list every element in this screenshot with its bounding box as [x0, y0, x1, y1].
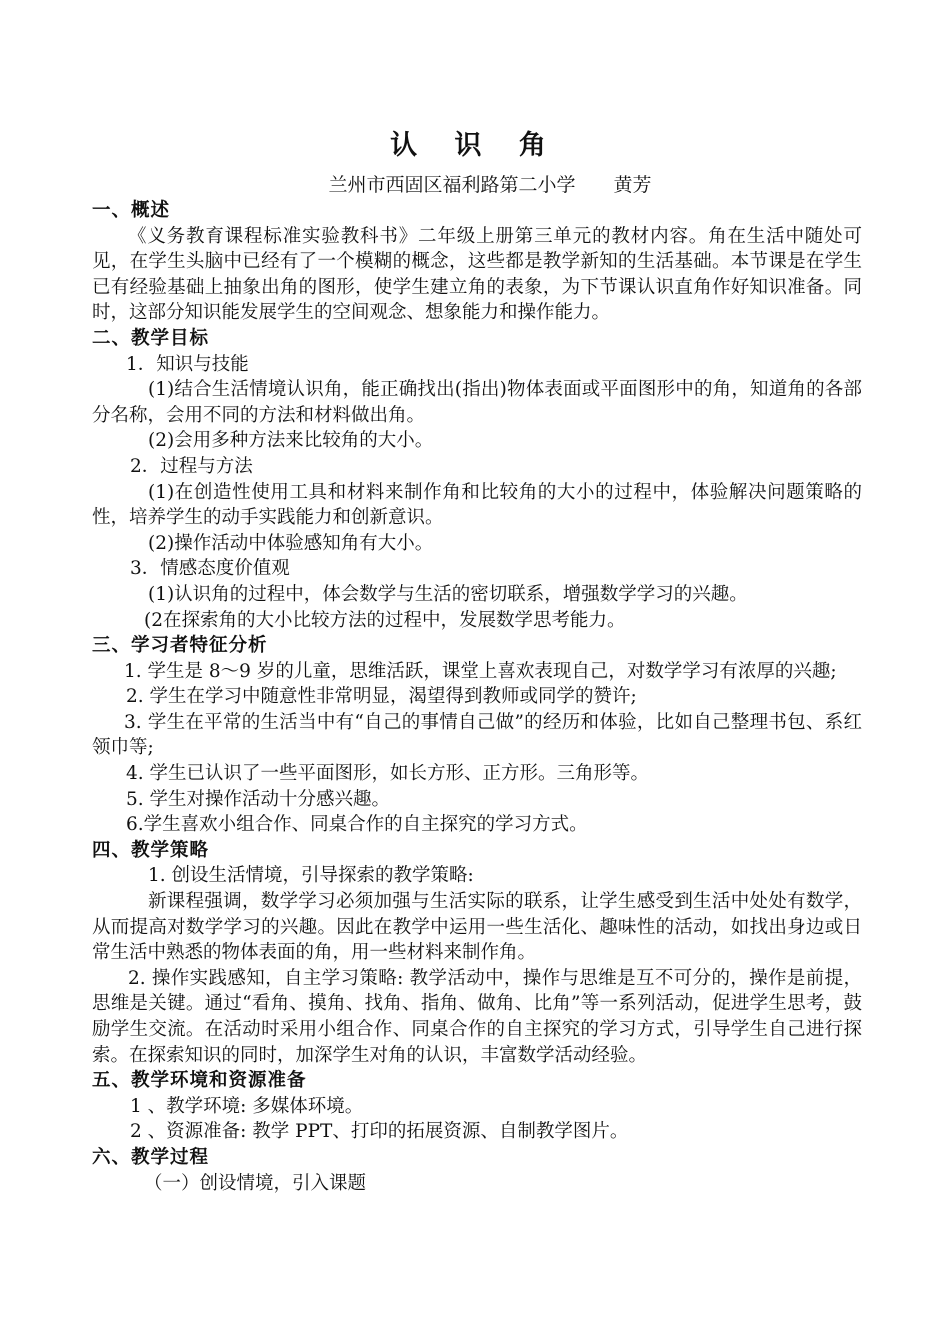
strategy-1-title: 1. 创设生活情境，引导探索的教学策略:: [148, 865, 474, 887]
learner-item-4: 4. 学生已认识了一些平面图形，如长方形、正方形。三角形等。: [126, 763, 650, 785]
section-heading-learners: 三、学习者特征分析: [92, 635, 268, 657]
author-school: 兰州市西固区福利路第二小学: [328, 174, 576, 196]
document-title: 认 识 角: [390, 130, 560, 161]
learner-item-6: 6.学生喜欢小组合作、同桌合作的自主探究的学习方式。: [126, 814, 588, 836]
resource-item-2: 2 、资源准备: 教学 PPT、打印的拓展资源、自制教学图片。: [130, 1121, 629, 1143]
goal-3-title: 3．情感态度价值观: [130, 558, 290, 580]
strategy-1-paragraph: 新课程强调，数学学习必须加强与生活实际的联系，让学生感受到生活中处处有数学，从而提高对数学学习的兴趣。因此在教学中运用一些生活化、趣味性的活动，如找出身边或日常生活中熟悉的物体表面的角，用一些材料来制作角。: [92, 891, 862, 964]
goal-1-item-1: (1)结合生活情境认识角，能正确找出(指出)物体表面或平面图形中的角，知道角的各部分名称，会用不同的方法和材料做出角。: [92, 379, 862, 426]
learner-item-5: 5. 学生对操作活动十分感兴趣。: [126, 788, 391, 810]
process-step-1: （一）创设情境，引入课题: [144, 1172, 367, 1194]
section-heading-resources: 五、教学环境和资源准备: [92, 1070, 307, 1092]
resource-item-1: 1 、教学环境: 多媒体环境。: [130, 1095, 364, 1117]
learner-item-1: 1. 学生是 8～9 岁的儿童，思维活跃，课堂上喜欢表现自己，对数学学习有浓厚的兴趣;: [124, 660, 837, 682]
goal-1-item-2: (2)会用多种方法来比较角的大小。: [148, 430, 434, 452]
goal-3-item-2: (2在探索角的大小比较方法的过程中，发展数学思考能力。: [144, 609, 626, 631]
author-line: [0, 172, 950, 198]
author-name: 黄芳: [613, 174, 652, 196]
goal-1-title: 1．知识与技能: [126, 353, 249, 375]
goal-2-item-1: (1)在创造性使用工具和材料来制作角和比较角的大小的过程中，体验解决问题策略的性，培养学生的动手实践能力和创新意识。: [92, 481, 862, 529]
section-heading-process: 六、教学过程: [92, 1146, 210, 1168]
overview-paragraph: 《义务教育课程标准实验教科书》二年级上册第三单元的教材内容。角在生活中随处可见，在学生头脑中已经有了一个模糊的概念，这些都是教学新知的生活基础。本节课是在学生已有经验基础上抽象出角的图形，使学生建立角的表象，为下节课认识直角作好知识准备。同时，这部分知识能发展学生的空间观念、想象能力和操作能力。: [92, 225, 862, 324]
strategy-2-paragraph: 2. 操作实践感知，自主学习策略: 教学活动中，操作与思维是互不可分的，操作是前提，思维是关键。通过“看角、摸角、找角、指角、做角、比角”等一系列活动，促进学生思考，鼓励学生交流。在活动时采用小组合作、同桌合作的自主探究的学习方式，引导学生自己进行探索。在探索知识的同时，加深学生对角的认识，丰富数学活动经验。: [92, 967, 862, 1066]
document-body: [92, 198, 862, 1196]
learner-item-2: 2. 学生在学习中随意性非常明显，渴望得到教师或同学的赞许;: [126, 686, 637, 708]
learner-item-3: 3. 学生在平常的生活当中有“自己的事情自己做”的经历和体验，比如自己整理书包、系红领巾等;: [92, 711, 862, 759]
section-heading-overview: 一、概述: [92, 200, 171, 221]
goal-2-title: 2．过程与方法: [130, 455, 253, 477]
goal-2-item-2: (2)操作活动中体验感知角有大小。: [148, 532, 434, 554]
goal-3-item-1: (1)认识角的过程中，体会数学与生活的密切联系，增强数学学习的兴趣。: [148, 583, 748, 605]
section-heading-goals: 二、教学目标: [92, 327, 210, 349]
section-heading-strategies: 四、教学策略: [92, 839, 210, 861]
